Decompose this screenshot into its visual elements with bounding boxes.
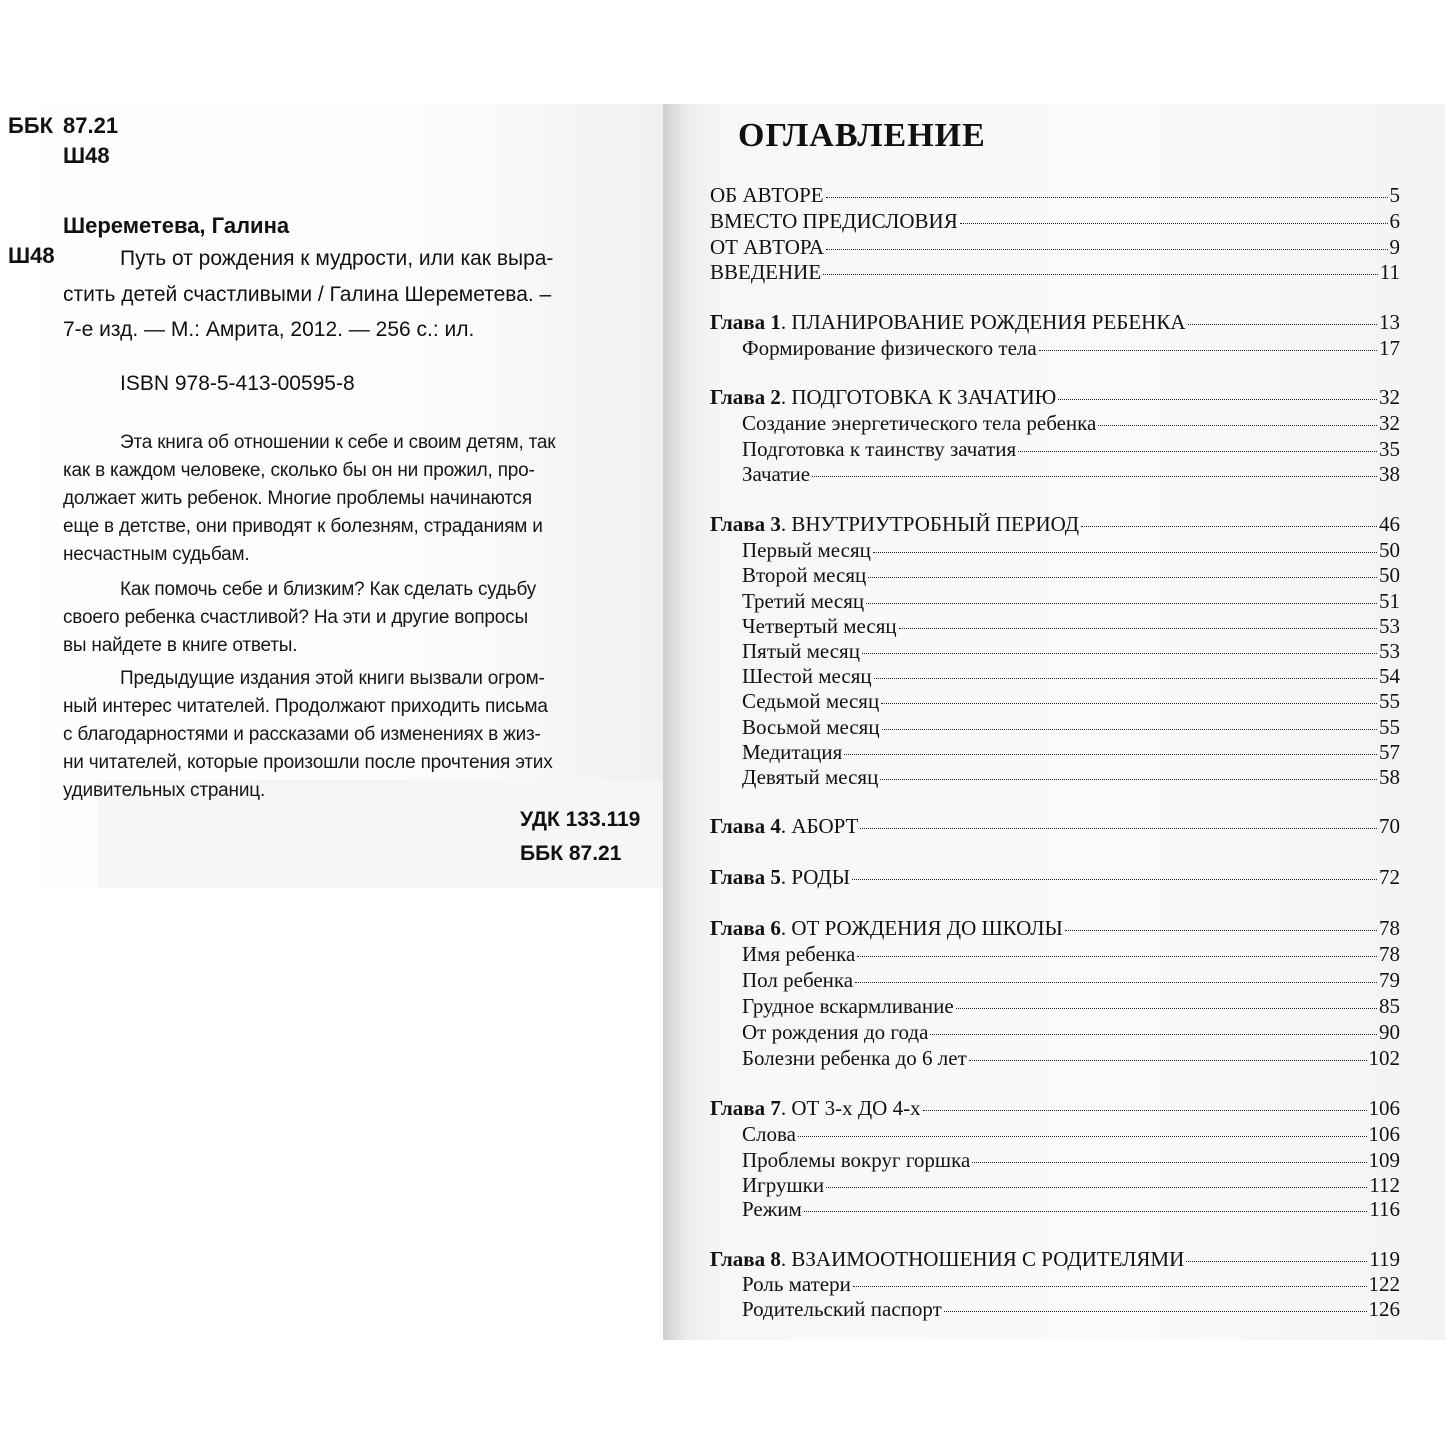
toc-page-number: 112 bbox=[1369, 1173, 1400, 1197]
toc-entry-text: Имя ребенка bbox=[742, 942, 856, 966]
toc-entry-label bbox=[710, 208, 958, 234]
toc-dot-leader bbox=[874, 678, 1377, 679]
toc-entry-text: . РОДЫ bbox=[780, 865, 851, 889]
toc-dot-leader bbox=[853, 1286, 1367, 1287]
toc-entry-label bbox=[742, 1271, 851, 1297]
isbn: ISBN 978-5-413-00595-8 bbox=[120, 372, 355, 395]
toc-entry-text: Родительский паспорт bbox=[742, 1297, 942, 1321]
toc-entry bbox=[742, 436, 1400, 462]
bbk-label: ББК bbox=[8, 113, 54, 138]
toc-entry-text: Второй месяц bbox=[742, 563, 867, 587]
toc-page-number: 106 bbox=[1368, 1122, 1400, 1146]
toc-entry-label bbox=[710, 915, 1063, 941]
toc-dot-leader bbox=[969, 1060, 1367, 1061]
toc-page-number: 106 bbox=[1368, 1096, 1400, 1120]
toc-entry bbox=[742, 688, 1400, 714]
toc-entry bbox=[710, 1246, 1400, 1272]
toc-page-number: 54 bbox=[1379, 664, 1400, 688]
toc-entry-label bbox=[742, 1147, 970, 1173]
toc-entry-text: Восьмой месяц bbox=[742, 715, 880, 739]
toc-entry-text: . ВНУТРИУТРОБНЫЙ ПЕРИОД bbox=[780, 512, 1080, 536]
biblio-line-3: 7-е изд. — М.: Амрита, 2012. — 256 с.: ил. bbox=[63, 318, 475, 341]
toc-dot-leader bbox=[1188, 324, 1377, 325]
toc-entry bbox=[742, 1172, 1400, 1198]
toc-chapter-number: Глава 7 bbox=[710, 1096, 781, 1120]
toc-chapter-number: Глава 8 bbox=[710, 1247, 781, 1271]
toc-dot-leader bbox=[899, 628, 1377, 629]
udk-code: УДК 133.119 bbox=[520, 808, 641, 831]
toc-entry bbox=[742, 613, 1400, 639]
toc-page-number: 72 bbox=[1379, 865, 1400, 889]
toc-dot-leader bbox=[866, 603, 1377, 604]
annotation-line: Эта книга об отношении к себе и своим детям, так bbox=[120, 432, 556, 453]
toc-entry bbox=[742, 588, 1400, 614]
toc-page-number: 50 bbox=[1379, 538, 1400, 562]
toc-page-number: 85 bbox=[1379, 994, 1400, 1018]
toc-entry-label bbox=[710, 384, 1056, 410]
author-mark: Ш48 bbox=[63, 143, 110, 168]
toc-dot-leader bbox=[826, 197, 1388, 198]
toc-entry-label bbox=[710, 813, 858, 839]
toc-entry bbox=[710, 182, 1400, 208]
toc-dot-leader bbox=[956, 1008, 1377, 1009]
toc-dot-leader bbox=[930, 1034, 1377, 1035]
toc-entry-label bbox=[742, 562, 866, 588]
toc-entry bbox=[742, 537, 1400, 563]
toc-entry-label bbox=[742, 436, 1016, 462]
toc-page-number: 55 bbox=[1379, 715, 1400, 739]
toc-chapter-number: Глава 2 bbox=[710, 385, 781, 409]
toc-entry-label bbox=[710, 1095, 921, 1121]
toc-dot-leader bbox=[881, 703, 1377, 704]
toc-page-number: 13 bbox=[1379, 310, 1400, 334]
toc-dot-leader bbox=[923, 1110, 1367, 1111]
toc-entry-text: Седьмой месяц bbox=[742, 689, 880, 713]
toc-entry-label bbox=[742, 638, 860, 664]
toc-page-number: 55 bbox=[1379, 689, 1400, 713]
toc-entry-text: Проблемы вокруг горшка bbox=[742, 1148, 971, 1172]
toc-entry bbox=[710, 915, 1400, 941]
toc-dot-leader bbox=[844, 754, 1377, 755]
toc-dot-leader bbox=[823, 274, 1378, 275]
annotation-line: ный интерес читателей. Продолжают приходить письма bbox=[63, 696, 548, 717]
toc-entry bbox=[742, 967, 1400, 993]
toc-entry bbox=[742, 1196, 1400, 1222]
toc-page-number: 70 bbox=[1379, 814, 1400, 838]
toc-page-number: 6 bbox=[1389, 209, 1400, 233]
toc-page-number: 116 bbox=[1369, 1197, 1400, 1221]
toc-entry bbox=[742, 638, 1400, 664]
toc-page-number: 17 bbox=[1379, 336, 1400, 360]
toc-entry-text: Болезни ребенка до 6 лет bbox=[742, 1046, 967, 1070]
toc-dot-leader bbox=[1018, 451, 1377, 452]
annotation-line: удивительных страниц. bbox=[63, 780, 266, 801]
toc-entry-label bbox=[742, 588, 864, 614]
side-author-mark: Ш48 bbox=[8, 243, 55, 268]
toc-page-number: 119 bbox=[1369, 1247, 1400, 1271]
toc-entry-label bbox=[742, 1121, 796, 1147]
toc-dot-leader bbox=[882, 729, 1377, 730]
toc-entry-label bbox=[742, 1019, 928, 1045]
toc-dot-leader bbox=[855, 982, 1377, 983]
toc-dot-leader bbox=[804, 1211, 1368, 1212]
toc-dot-leader bbox=[1058, 399, 1377, 400]
annotation-line: несчастным судьбам. bbox=[63, 544, 250, 565]
bbk-code: 87.21 bbox=[63, 113, 119, 138]
toc-page-number: 90 bbox=[1379, 1020, 1400, 1044]
toc-entry-label bbox=[742, 1045, 967, 1071]
toc-entry bbox=[710, 1095, 1400, 1121]
toc-entry-label bbox=[742, 410, 1096, 436]
toc-page-number: 50 bbox=[1379, 563, 1400, 587]
toc-entry-label bbox=[742, 941, 855, 967]
toc-entry-text: Пятый месяц bbox=[742, 639, 860, 663]
toc-entry bbox=[710, 259, 1400, 285]
toc-entry-label bbox=[742, 993, 954, 1019]
toc-dot-leader bbox=[852, 879, 1377, 880]
annotation-line: как в каждом человеке, сколько бы он ни прожил, про- bbox=[63, 460, 535, 481]
toc-dot-leader bbox=[1098, 425, 1377, 426]
toc-entry-text: Пол ребенка bbox=[742, 968, 854, 992]
toc-page-number: 122 bbox=[1368, 1272, 1400, 1296]
toc-entry-label bbox=[710, 511, 1079, 537]
toc-entry bbox=[742, 335, 1400, 361]
toc-dot-leader bbox=[960, 223, 1388, 224]
toc-entry bbox=[742, 663, 1400, 689]
toc-entry-label bbox=[710, 864, 850, 890]
toc-dot-leader bbox=[880, 779, 1377, 780]
toc-entry-label bbox=[742, 537, 871, 563]
toc-dot-leader bbox=[812, 476, 1377, 477]
toc-page-number: 58 bbox=[1379, 765, 1400, 789]
toc-entry-text: ВВЕДЕНИЕ bbox=[710, 260, 822, 284]
toc-dot-leader bbox=[1065, 930, 1377, 931]
toc-entry-label bbox=[742, 1172, 824, 1198]
toc-dot-leader bbox=[862, 653, 1377, 654]
toc-page-number: 38 bbox=[1379, 462, 1400, 486]
toc-entry-text: Девятый месяц bbox=[742, 765, 879, 789]
toc-entry-label bbox=[742, 613, 897, 639]
toc-entry-text: . ПЛАНИРОВАНИЕ РОЖДЕНИЯ РЕБЕНКА bbox=[780, 310, 1186, 334]
toc-page-number: 32 bbox=[1379, 385, 1400, 409]
toc-entry-text: . ОТ РОЖДЕНИЯ ДО ШКОЛЫ bbox=[780, 916, 1063, 940]
toc-entry-text: ОТ АВТОРА bbox=[710, 235, 825, 259]
toc-entry-text: Режим bbox=[742, 1197, 802, 1221]
toc-page-number: 109 bbox=[1368, 1148, 1400, 1172]
toc-chapter-number: Глава 6 bbox=[710, 916, 781, 940]
toc-dot-leader bbox=[826, 249, 1387, 250]
toc-entry bbox=[742, 1019, 1400, 1045]
toc-dot-leader bbox=[798, 1136, 1367, 1137]
toc-entry bbox=[742, 739, 1400, 765]
toc-entry-label bbox=[742, 335, 1037, 361]
toc-page-number: 46 bbox=[1379, 512, 1400, 536]
toc-entry bbox=[742, 1045, 1400, 1071]
bbk-footer: ББК 87.21 bbox=[520, 842, 622, 865]
toc-entry-text: Игрушки bbox=[742, 1173, 825, 1197]
author-heading: Шереметева, Галина bbox=[63, 213, 290, 238]
toc-entry bbox=[742, 993, 1400, 1019]
annotation-line: с благодарностями и рассказами об изменениях в жиз- bbox=[63, 724, 541, 745]
toc-entry-text: Медитация bbox=[742, 740, 843, 764]
toc-entry-text: . ВЗАИМООТНОШЕНИЯ С РОДИТЕЛЯМИ bbox=[780, 1247, 1185, 1271]
toc-chapter-number: Глава 4 bbox=[710, 814, 781, 838]
toc-entry bbox=[742, 714, 1400, 740]
toc-chapter-number: Глава 3 bbox=[710, 512, 781, 536]
toc-entry-label bbox=[710, 309, 1186, 335]
toc-entry-label bbox=[742, 1296, 942, 1322]
toc-dot-leader bbox=[972, 1162, 1366, 1163]
toc-dot-leader bbox=[826, 1187, 1367, 1188]
toc-page-number: 126 bbox=[1368, 1297, 1400, 1321]
toc-entry-text: Третий месяц bbox=[742, 589, 865, 613]
toc-entry-text: . АБОРТ bbox=[780, 814, 859, 838]
biblio-line-2: стить детей счастливыми / Галина Шереметева. – bbox=[63, 283, 552, 306]
toc-dot-leader bbox=[873, 552, 1377, 553]
annotation-line: ни читателей, которые произошли после прочтения этих bbox=[63, 752, 553, 773]
annotation-line: еще в детстве, они приводят к болезням, страданиям и bbox=[63, 516, 543, 537]
toc-entry-label bbox=[710, 259, 821, 285]
toc-entry-text: Роль матери bbox=[742, 1272, 851, 1296]
toc-entry-label bbox=[710, 1246, 1184, 1272]
toc-entry bbox=[710, 864, 1400, 890]
toc-entry bbox=[742, 1271, 1400, 1297]
annotation-line: Как помочь себе и близким? Как сделать судьбу bbox=[120, 579, 537, 600]
toc-entry bbox=[710, 234, 1400, 260]
toc-dot-leader bbox=[1039, 350, 1377, 351]
toc-page-number: 32 bbox=[1379, 411, 1400, 435]
toc-entry bbox=[710, 813, 1400, 839]
toc-dot-leader bbox=[944, 1311, 1367, 1312]
toc-chapter-number: Глава 1 bbox=[710, 310, 781, 334]
toc-page-number: 53 bbox=[1379, 639, 1400, 663]
toc-entry bbox=[710, 384, 1400, 410]
toc-title: ОГЛАВЛЕНИЕ bbox=[738, 117, 986, 154]
annotation-line: своего ребенка счастливой? На эти и другие вопросы bbox=[63, 607, 528, 628]
toc-entry-text: Зачатие bbox=[742, 462, 811, 486]
toc-entry bbox=[710, 309, 1400, 335]
toc-entry-label bbox=[742, 663, 872, 689]
toc-dot-leader bbox=[860, 828, 1377, 829]
toc-page-number: 78 bbox=[1379, 916, 1400, 940]
annotation-line: Предыдущие издания этой книги вызвали огром- bbox=[120, 668, 545, 689]
toc-page-number: 79 bbox=[1379, 968, 1400, 992]
toc-chapter-number: Глава 5 bbox=[710, 865, 781, 889]
toc-entry bbox=[742, 410, 1400, 436]
toc-entry-text: Первый месяц bbox=[742, 538, 871, 562]
toc-dot-leader bbox=[868, 577, 1377, 578]
toc-entry-label bbox=[742, 739, 842, 765]
toc-entry-label bbox=[742, 688, 879, 714]
toc-page-number: 5 bbox=[1389, 183, 1400, 207]
toc-entry-text: Четвертый месяц bbox=[742, 614, 897, 638]
toc-entry-label bbox=[742, 714, 880, 740]
toc-entry-label bbox=[742, 461, 810, 487]
toc-entry-label bbox=[710, 234, 824, 260]
toc-entry-text: От рождения до года bbox=[742, 1020, 929, 1044]
toc-entry bbox=[742, 764, 1400, 790]
toc-entry-label bbox=[742, 1196, 802, 1222]
toc-page-number: 9 bbox=[1389, 235, 1400, 259]
toc-page-number: 102 bbox=[1368, 1046, 1400, 1070]
toc-entry-text: Подготовка к таинству зачатия bbox=[742, 437, 1017, 461]
toc-dot-leader bbox=[1186, 1261, 1367, 1262]
toc-page-number: 78 bbox=[1379, 942, 1400, 966]
toc-dot-leader bbox=[1081, 526, 1377, 527]
toc-entry bbox=[742, 1296, 1400, 1322]
toc-entry-label bbox=[742, 764, 878, 790]
toc-dot-leader bbox=[857, 956, 1377, 957]
toc-entry-text: Грудное вскармливание bbox=[742, 994, 954, 1018]
toc-entry-text: ОБ АВТОРЕ bbox=[710, 183, 824, 207]
toc-entry bbox=[742, 1121, 1400, 1147]
toc-entry bbox=[742, 461, 1400, 487]
toc-entry-text: Шестой месяц bbox=[742, 664, 872, 688]
toc-page-number: 51 bbox=[1379, 589, 1400, 613]
toc-entry bbox=[742, 941, 1400, 967]
toc-entry bbox=[710, 511, 1400, 537]
toc-entry-label bbox=[742, 967, 853, 993]
toc-entry-text: ВМЕСТО ПРЕДИСЛОВИЯ bbox=[710, 209, 958, 233]
toc-entry bbox=[742, 562, 1400, 588]
toc-page-number: 35 bbox=[1379, 437, 1400, 461]
toc-page-number: 53 bbox=[1379, 614, 1400, 638]
annotation-line: должает жить ребенок. Многие проблемы начинаются bbox=[63, 488, 532, 509]
toc-entry-text: Слова bbox=[742, 1122, 796, 1146]
annotation-line: вы найдете в книге ответы. bbox=[63, 635, 298, 656]
toc-entry-text: . ОТ 3-х ДО 4-х bbox=[780, 1096, 921, 1120]
toc-entry bbox=[710, 208, 1400, 234]
toc-entry-label bbox=[710, 182, 824, 208]
toc-page-number: 11 bbox=[1379, 260, 1400, 284]
toc-entry-text: . ПОДГОТОВКА К ЗАЧАТИЮ bbox=[780, 385, 1057, 409]
toc-page-number: 57 bbox=[1379, 740, 1400, 764]
toc-entry-text: Создание энергетического тела ребенка bbox=[742, 411, 1097, 435]
toc-entry-text: Формирование физического тела bbox=[742, 336, 1037, 360]
toc-entry bbox=[742, 1147, 1400, 1173]
biblio-line-1: Путь от рождения к мудрости, или как выра- bbox=[120, 247, 554, 270]
